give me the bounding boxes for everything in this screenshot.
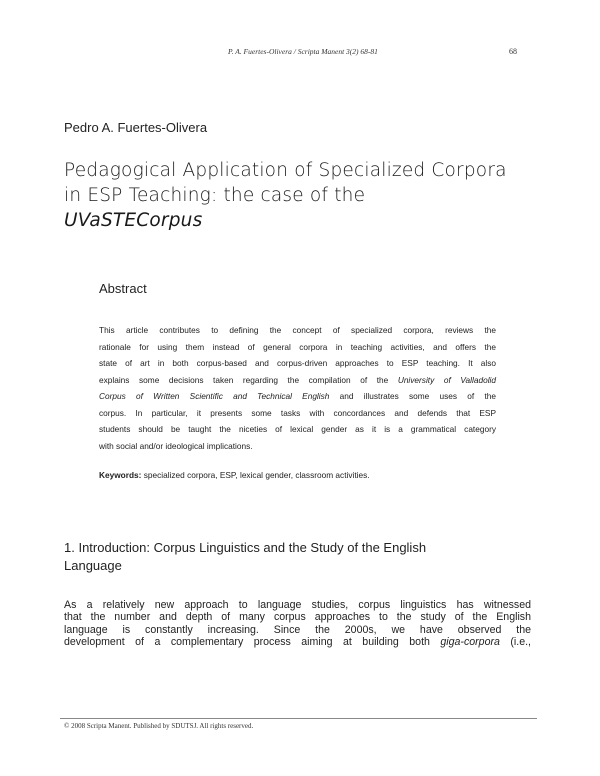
- page-number: 68: [509, 47, 517, 56]
- abstract-heading: Abstract: [99, 281, 147, 296]
- abstract-line: [99, 372, 496, 389]
- abstract-line: students should be taught the niceties of lexical gender as it is a grammatical category: [99, 424, 496, 434]
- abstract-text: explains some decisions taken regarding the compilation of the: [99, 374, 389, 385]
- abstract-text: and illustrates some uses of the: [339, 391, 496, 401]
- copyright-footer: © 2008 Scripta Manent. Published by SDUTSJ. All rights reserved.: [64, 722, 254, 730]
- abstract-line: state of art in both corpus-based and corpus-driven approaches to ESP teaching. It also: [99, 358, 496, 368]
- body-line: that the number and depth of many corpus approaches to the study of the English: [64, 611, 531, 624]
- body-paragraph: [64, 599, 531, 648]
- body-italic-term: giga-corpora: [440, 635, 500, 648]
- keywords-label: Keywords:: [99, 470, 142, 480]
- section-heading: [64, 539, 534, 575]
- abstract-line: This article contributes to defining the concept of specialized corpora, reviews the: [99, 325, 496, 335]
- article-title: [64, 158, 554, 233]
- abstract-line: with social and/or ideological implications.: [99, 440, 253, 451]
- body-text: development of a complementary process aiming at building both: [64, 635, 430, 648]
- body-line: As a relatively new approach to language studies, corpus linguistics has witnessed: [64, 599, 531, 611]
- section-heading-line-1: 1. Introduction: Corpus Linguistics and the Study of the English: [64, 540, 427, 555]
- section-heading-line-2: Language: [64, 558, 122, 573]
- body-line: [64, 636, 531, 648]
- author-name: Pedro A. Fuertes-Olivera: [64, 120, 208, 135]
- body-line: language is constantly increasing. Since the 2000s, we have observed the: [64, 623, 531, 636]
- title-line-2: in ESP Teaching: the case of the: [64, 185, 366, 206]
- title-line-1: Pedagogical Application of Specialized Corpora: [64, 160, 507, 181]
- footer-divider: [60, 718, 537, 719]
- abstract-line: [99, 388, 496, 405]
- abstract-italic-term: University of Valladolid: [397, 374, 496, 385]
- running-head-citation: P. A. Fuertes-Olivera / Scripta Manent 3(2) 68-81: [228, 47, 378, 56]
- body-text: (i.e.,: [510, 635, 531, 648]
- abstract-body: [99, 322, 496, 454]
- abstract-line: rationale for using them instead of general corpora in teaching activities, and offers the: [99, 341, 496, 352]
- abstract-italic-term: Corpus of Written Scientific and Technical English: [99, 391, 330, 401]
- title-line-3: UVaSTECorpus: [64, 210, 203, 231]
- abstract-line: corpus. In particular, it presents some tasks with concordances and defends that ESP: [99, 407, 496, 418]
- keywords: [99, 470, 499, 480]
- keywords-text: specialized corpora, ESP, lexical gender, classroom activities.: [143, 470, 370, 480]
